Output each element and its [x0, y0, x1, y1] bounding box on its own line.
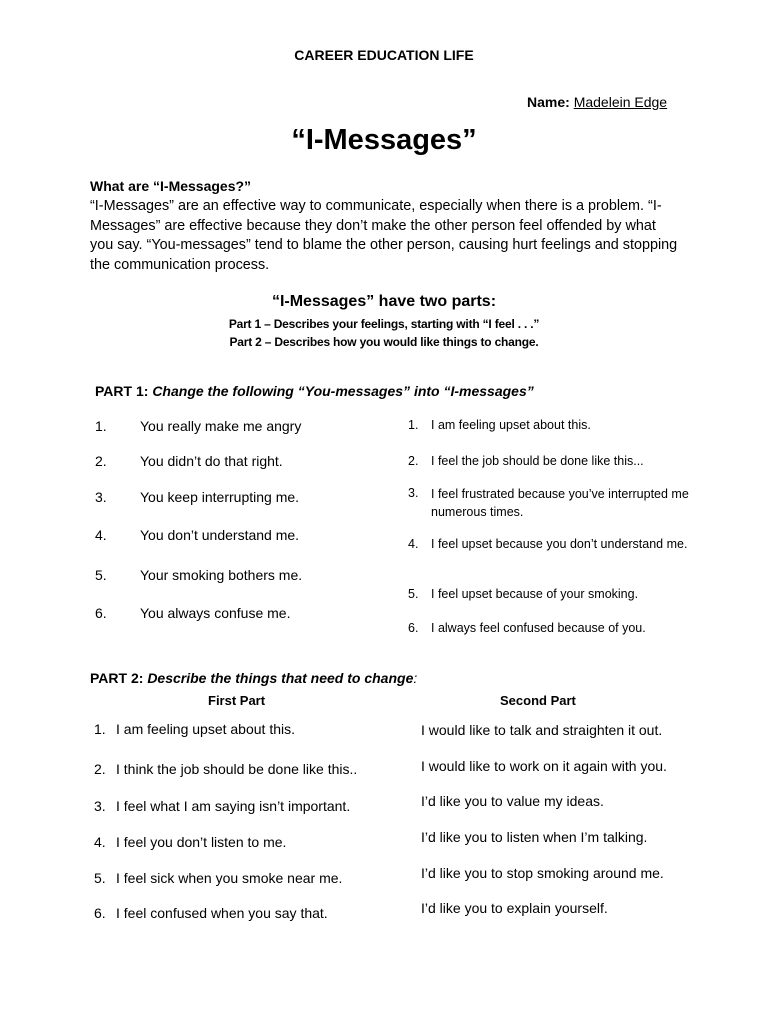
you-message-text: You really make me angry [140, 418, 302, 434]
first-part-number: 2. [94, 761, 106, 777]
parts-heading: “I-Messages” have two parts: [271, 293, 497, 310]
you-message-text: You always confuse me. [140, 605, 291, 621]
second-part-header: Second Part [500, 693, 576, 708]
page-title: “I-Messages” [291, 124, 477, 156]
first-part-text: I am feeling upset about this. [116, 721, 295, 737]
intro-heading: What are “I-Messages?” [90, 178, 252, 194]
name-label: Name: [527, 94, 570, 110]
second-part-text: I would like to talk and straighten it out. [421, 722, 663, 738]
i-message-text: I feel upset because of your smoking. [431, 587, 639, 601]
i-message-number: 5. [408, 587, 419, 601]
part1-description: Part 1 – Describes your feelings, starting with “I feel . . .” [228, 317, 540, 331]
first-part-number: 5. [94, 870, 106, 886]
second-part-text: I’d like you to stop smoking around me. [421, 865, 664, 881]
part2-label: PART 2: [90, 670, 144, 686]
you-message-number: 6. [95, 605, 107, 621]
first-part-number: 4. [94, 834, 106, 850]
part2-description: Part 2 – Describes how you would like things to change. [229, 335, 539, 349]
first-part-number: 3. [94, 798, 106, 814]
first-part-text: I feel confused when you say that. [116, 905, 328, 921]
first-part-text: I feel sick when you smoke near me. [116, 870, 343, 886]
you-message-text: You didn’t do that right. [140, 453, 283, 469]
part1-label: PART 1: [95, 383, 149, 399]
you-message-number: 1. [95, 418, 107, 434]
first-part-text: I feel you don’t listen to me. [116, 834, 287, 850]
you-message-number: 2. [95, 453, 107, 469]
second-part-text: I’d like you to listen when I’m talking. [421, 829, 648, 845]
name-value: Madelein Edge [573, 94, 668, 110]
second-part-text: I’d like you to explain yourself. [421, 900, 608, 916]
second-part-text: I would like to work on it again with you. [421, 758, 667, 774]
you-message-text: You keep interrupting me. [140, 489, 300, 505]
i-message-text: I always feel confused because of you. [431, 621, 646, 635]
intro-body: “I-Messages” are an effective way to communicate, especially when there is a problem. “I-Messages” are effective because they don’t make the other person feel offended by what you say. “You-messages” tend to blame the other person, causing hurt feelings and stopping the communication process. [90, 198, 678, 273]
you-message-text: You don’t understand me. [140, 527, 300, 543]
i-message-number: 1. [408, 418, 419, 432]
you-message-text: Your smoking bothers me. [140, 567, 303, 583]
you-message-number: 3. [95, 489, 107, 505]
part2-instruction: Describe the things that need to change [147, 670, 414, 686]
i-message-text: I am feeling upset about this. [431, 418, 591, 432]
part2-heading [90, 670, 417, 686]
part2-colon: : [413, 670, 418, 686]
i-message-text: I feel the job should be done like this... [431, 454, 644, 468]
i-message-number: 6. [408, 621, 419, 635]
first-part-text: I feel what I am saying isn’t important. [116, 798, 351, 814]
you-message-number: 5. [95, 567, 107, 583]
i-message-number: 2. [408, 454, 419, 468]
name-row [527, 94, 667, 110]
course-title: CAREER EDUCATION LIFE [294, 47, 474, 63]
first-part-text: I think the job should be done like this.. [116, 761, 358, 777]
second-part-text: I’d like you to value my ideas. [421, 793, 604, 809]
i-message-text: I feel frustrated because you’ve interrupted me numerous times. [431, 487, 689, 519]
i-message-number: 4. [408, 537, 419, 551]
first-part-number: 1. [94, 721, 106, 737]
i-message-number: 3. [408, 486, 419, 500]
part1-instruction: Change the following “You-messages” into “I-messages” [152, 383, 534, 399]
first-part-header: First Part [208, 693, 266, 708]
i-message-text: I feel upset because you don’t understand me. [431, 537, 688, 551]
part1-heading [95, 383, 534, 399]
first-part-number: 6. [94, 905, 106, 921]
you-message-number: 4. [95, 527, 107, 543]
